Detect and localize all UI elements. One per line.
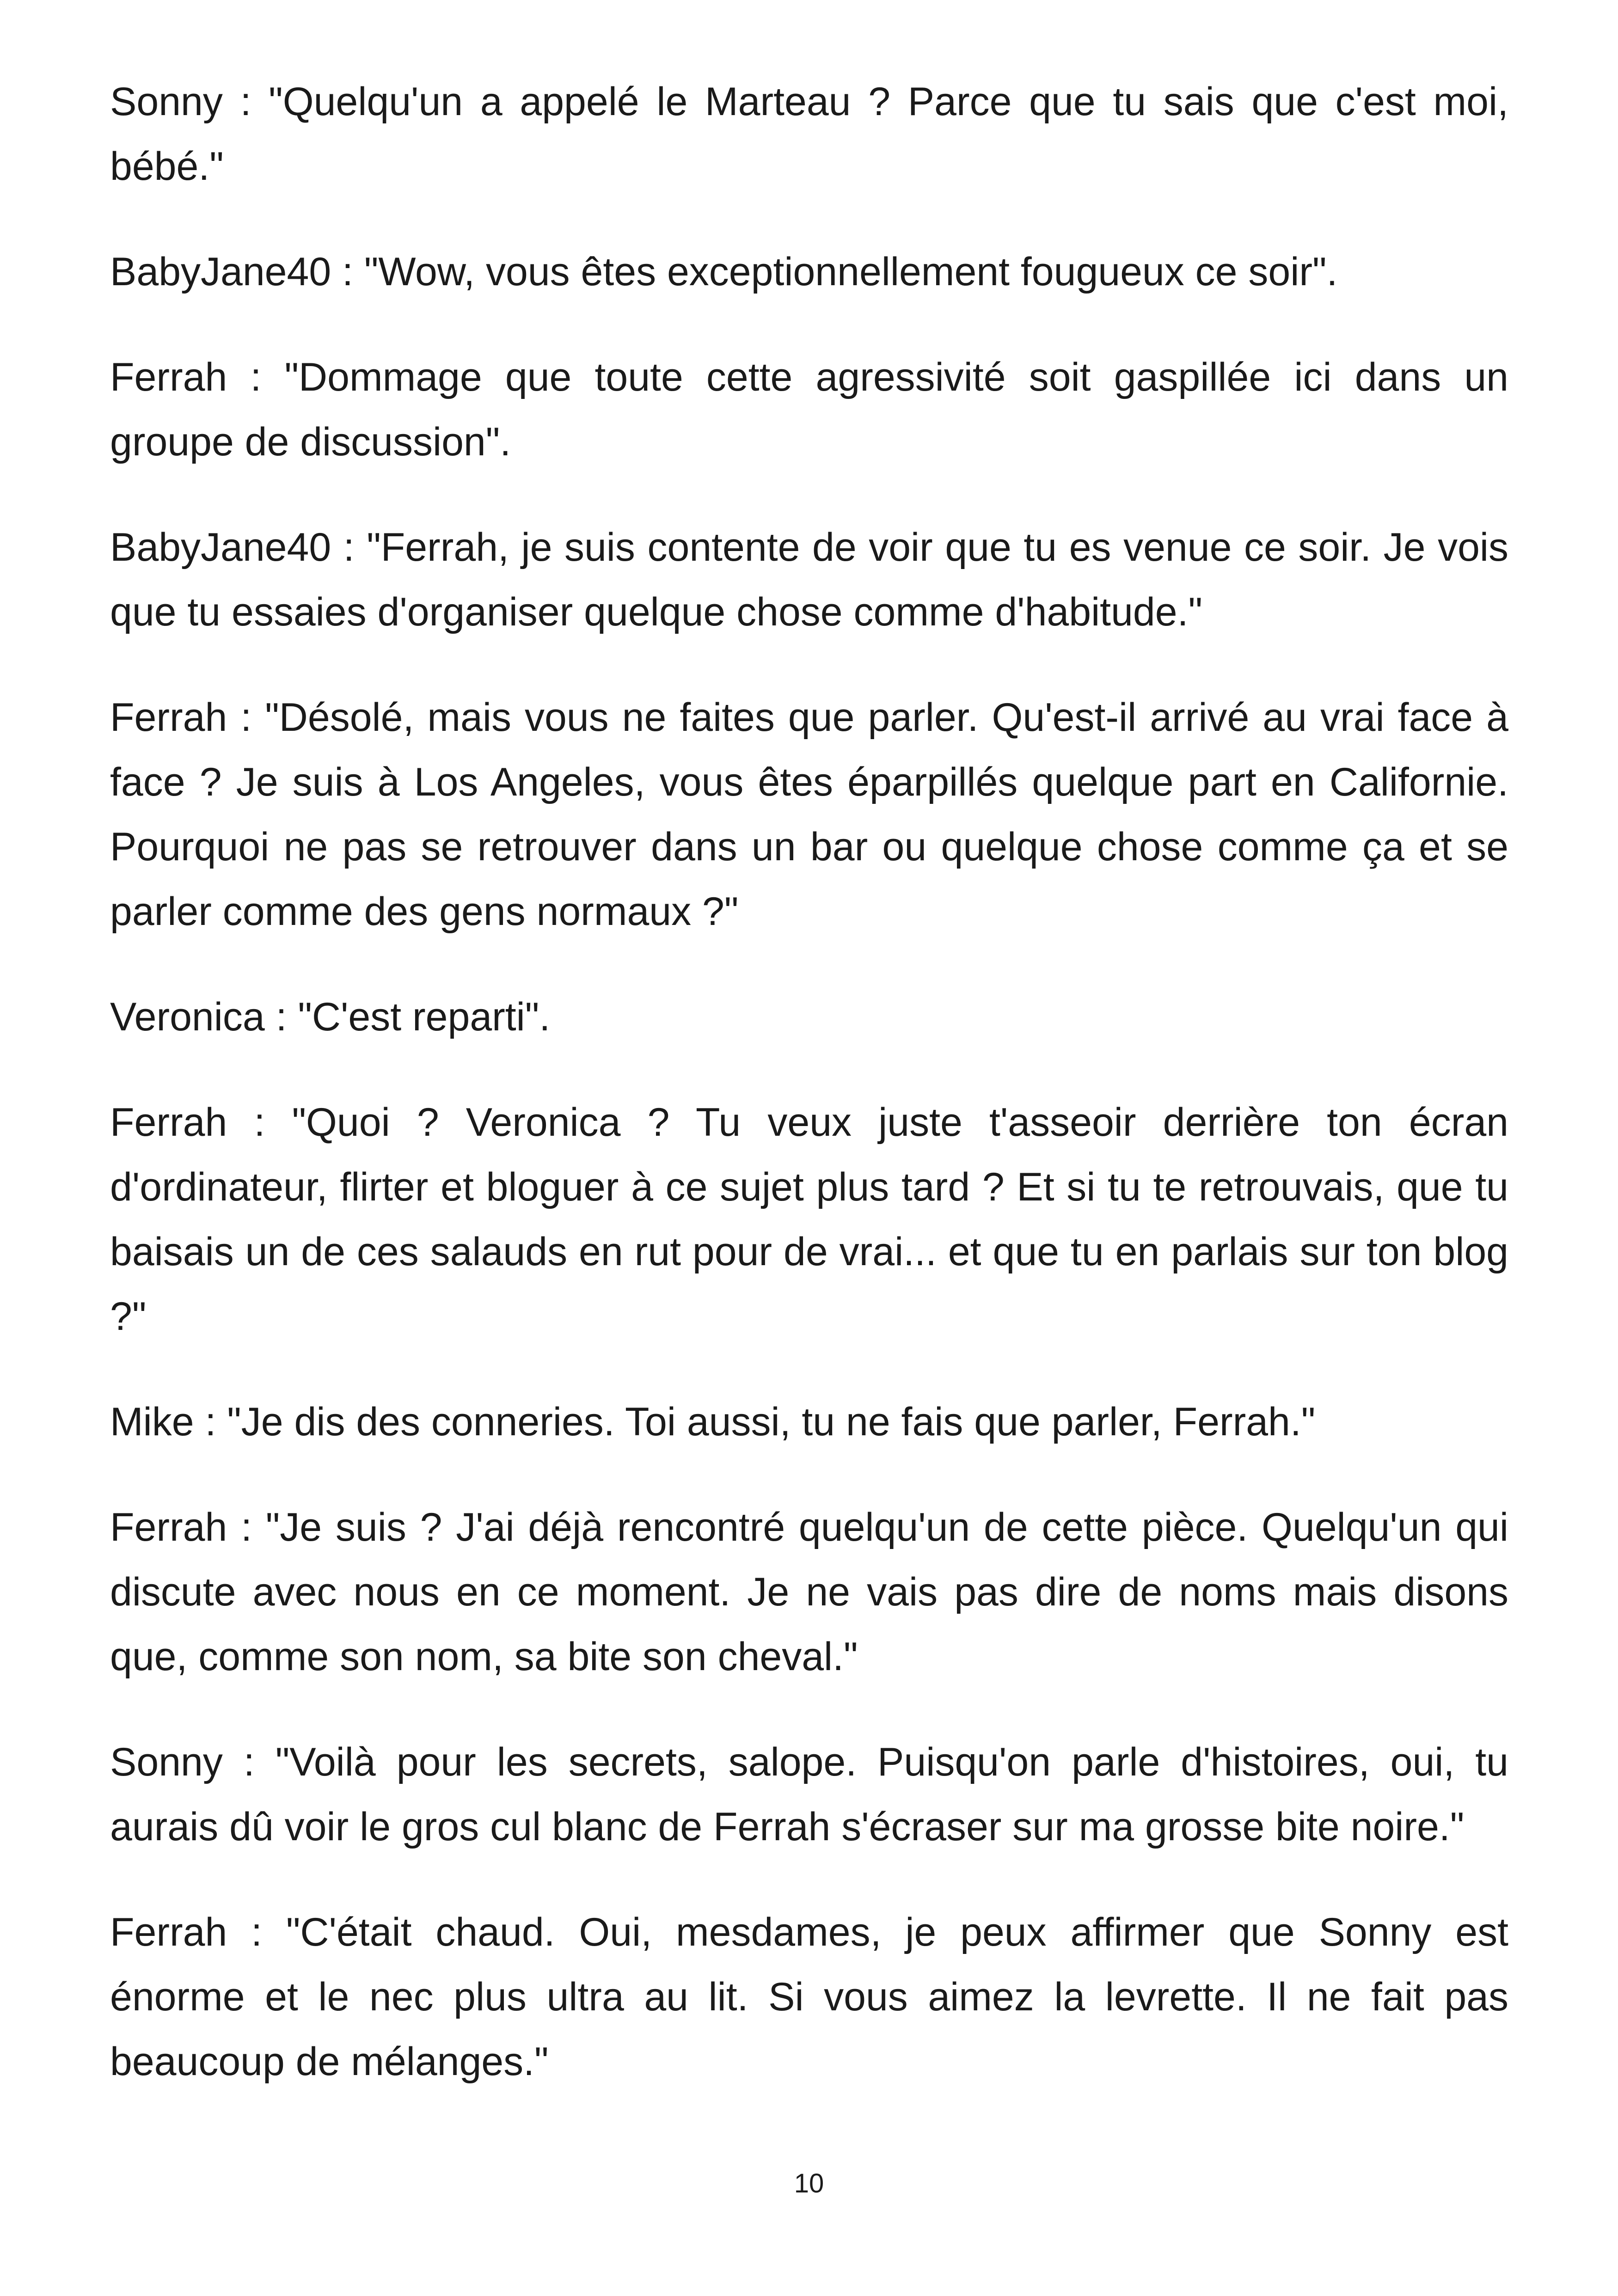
paragraph: Sonny : "Voilà pour les secrets, salope. Puisqu'on parle d'histoires, oui, tu aurais dû voir le gros cul blanc de Ferrah s'écraser sur ma grosse bite noire." (110, 1740, 1508, 1849)
paragraph: Ferrah : "Quoi ? Veronica ? Tu veux juste t'asseoir derrière ton écran d'ordinateur, flirter et bloguer à ce sujet plus tard ? Et si tu te retrouvais, que tu baisais un de ces salauds en rut pour de vrai... et que tu en parlais sur ton blog ?" (110, 1100, 1508, 1339)
paragraph: Ferrah : "Désolé, mais vous ne faites que parler. Qu'est-il arrivé au vrai face à face ? Je suis à Los Angeles, vous êtes éparpillés quelque part en Californie. Pourquoi ne pas se retrouver dans un bar ou quelque chose comme ça et se parler comme des gens normaux ?" (110, 695, 1508, 934)
paragraph: Mike : "Je dis des conneries. Toi aussi, tu ne fais que parler, Ferrah." (110, 1400, 1316, 1444)
page-body (110, 69, 1508, 2135)
paragraph: Ferrah : "C'était chaud. Oui, mesdames, je peux affirmer que Sonny est énorme et le nec plus ultra au lit. Si vous aimez la levrette. Il ne fait pas beaucoup de mélanges." (110, 1910, 1508, 2084)
paragraph: BabyJane40 : "Wow, vous êtes exceptionnellement fougueux ce soir". (110, 250, 1338, 294)
paragraph: BabyJane40 : "Ferrah, je suis contente de voir que tu es venue ce soir. Je vois que tu essaies d'organiser quelque chose comme d'habitude." (110, 525, 1508, 634)
paragraph: Veronica : "C'est reparti". (110, 995, 551, 1039)
paragraph: Ferrah : "Dommage que toute cette agressivité soit gaspillée ici dans un groupe de discussion". (110, 355, 1508, 464)
paragraph: Ferrah : "Je suis ? J'ai déjà rencontré quelqu'un de cette pièce. Quelqu'un qui discute avec nous en ce moment. Je ne vais pas dire de noms mais disons que, comme son nom, sa bite son cheval." (110, 1505, 1508, 1679)
page-number: 10 (794, 2168, 824, 2198)
paragraph: Sonny : "Quelqu'un a appelé le Marteau ? Parce que tu sais que c'est moi, bébé." (110, 80, 1508, 189)
